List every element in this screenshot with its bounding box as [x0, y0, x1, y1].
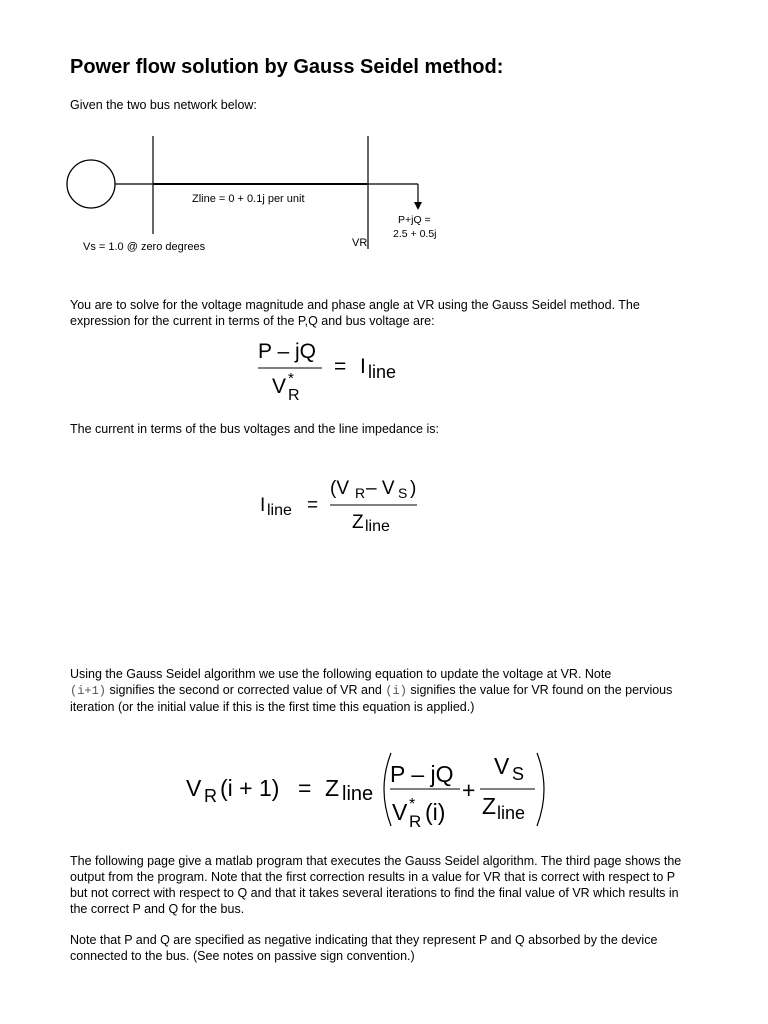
eq3-f1-num: P – jQ [390, 761, 454, 787]
eq3-f2-num-sub: S [512, 764, 525, 784]
eq1-numerator: P – jQ [258, 340, 316, 363]
eq2-num-sub-s: S [398, 485, 408, 501]
load-label-line1: P+jQ = [398, 214, 431, 226]
eq3-f1-den-v: V [392, 799, 408, 825]
code-i-plus-1: (i+1) [70, 684, 107, 698]
paragraph-algorithm [70, 666, 695, 715]
eq3-f2-den-sub: line [497, 803, 526, 823]
equation-current-pq [240, 332, 440, 407]
eq2-den-z: Z [352, 512, 364, 533]
eq1-den-v: V [272, 375, 287, 398]
eq1-equals: = [334, 355, 347, 378]
eq3-equals: = [298, 775, 312, 801]
intro-text: Given the two bus network below: [70, 98, 257, 112]
eq2-equals: = [307, 495, 319, 516]
eq1-den-star: * [288, 370, 294, 387]
code-i: (i) [385, 684, 407, 698]
eq3-plus: + [462, 777, 476, 803]
zline-label: Zline = 0 + 0.1j per unit [192, 193, 305, 205]
eq1-rhs-sub: line [368, 362, 397, 382]
para3-part3: signifies the value for VR found on the pervious iteration (or the initial value if this is the first time this equation is applied.) [70, 683, 673, 714]
paragraph-matlab-program: The following page give a matlab program that executes the Gauss Seidel algorithm. The third page shows the output from the program. Note that the first correction results in a value for VR that is correct with respect to P but not correct with respect to Q and that it takes several iterations to find the final value of VR which results in the correct P and Q for the bus. [70, 854, 682, 916]
source-generator-icon [67, 160, 115, 208]
eq2-lhs-sub: line [267, 502, 292, 519]
eq3-lhs-arg: (i + 1) [220, 775, 280, 801]
equation-gauss-seidel-update [180, 748, 560, 834]
eq1-rhs-i: I [360, 355, 366, 378]
paragraph-sign-convention: Note that P and Q are specified as negative indicating that they represent P and Q absorbed by the device connected to the bus. (See notes on passive sign convention.) [70, 933, 658, 963]
eq2-den-sub: line [365, 518, 390, 535]
eq3-f2-num-v: V [494, 753, 510, 779]
eq3-lhs-v: V [186, 775, 202, 801]
eq2-num-close: ) [410, 478, 417, 499]
eq2-num-minus: – V [366, 478, 395, 499]
eq3-lhs-sub: R [204, 786, 217, 806]
eq2-num-open: (V [330, 478, 349, 499]
eq3-z: Z [325, 775, 340, 801]
paragraph-problem-statement: You are to solve for the voltage magnitude and phase angle at VR using the Gauss Seidel method. The expression for the current in terms of the P,Q and bus voltage are: [70, 298, 640, 328]
load-arrow-icon [414, 202, 422, 210]
load-label-line2: 2.5 + 0.5j [393, 228, 437, 240]
vr-label: VR [352, 237, 368, 249]
vs-label: Vs = 1.0 @ zero degrees [83, 241, 206, 253]
eq3-f1-den-sub: R [409, 812, 422, 831]
eq3-f2-den-z: Z [482, 793, 497, 819]
eq3-f1-den-arg: (i) [425, 799, 446, 825]
eq1-den-sub: R [288, 387, 300, 404]
paragraph-current-intro: The current in terms of the bus voltages and the line impedance is: [70, 422, 439, 436]
para3-part2: signifies the second or corrected value of VR and [106, 683, 386, 697]
page-title: Power flow solution by Gauss Seidel method: [70, 56, 504, 78]
equation-current-impedance [255, 472, 435, 537]
right-paren-icon [537, 753, 544, 826]
para3-part1: Using the Gauss Seidel algorithm we use the following equation to update the voltage at VR. Note [70, 667, 612, 681]
eq2-lhs-i: I [260, 495, 266, 516]
eq3-z-sub: line [342, 783, 374, 805]
eq2-num-sub-r: R [355, 485, 366, 501]
eq3-f1-den-star: * [409, 796, 416, 813]
two-bus-diagram [0, 125, 768, 260]
